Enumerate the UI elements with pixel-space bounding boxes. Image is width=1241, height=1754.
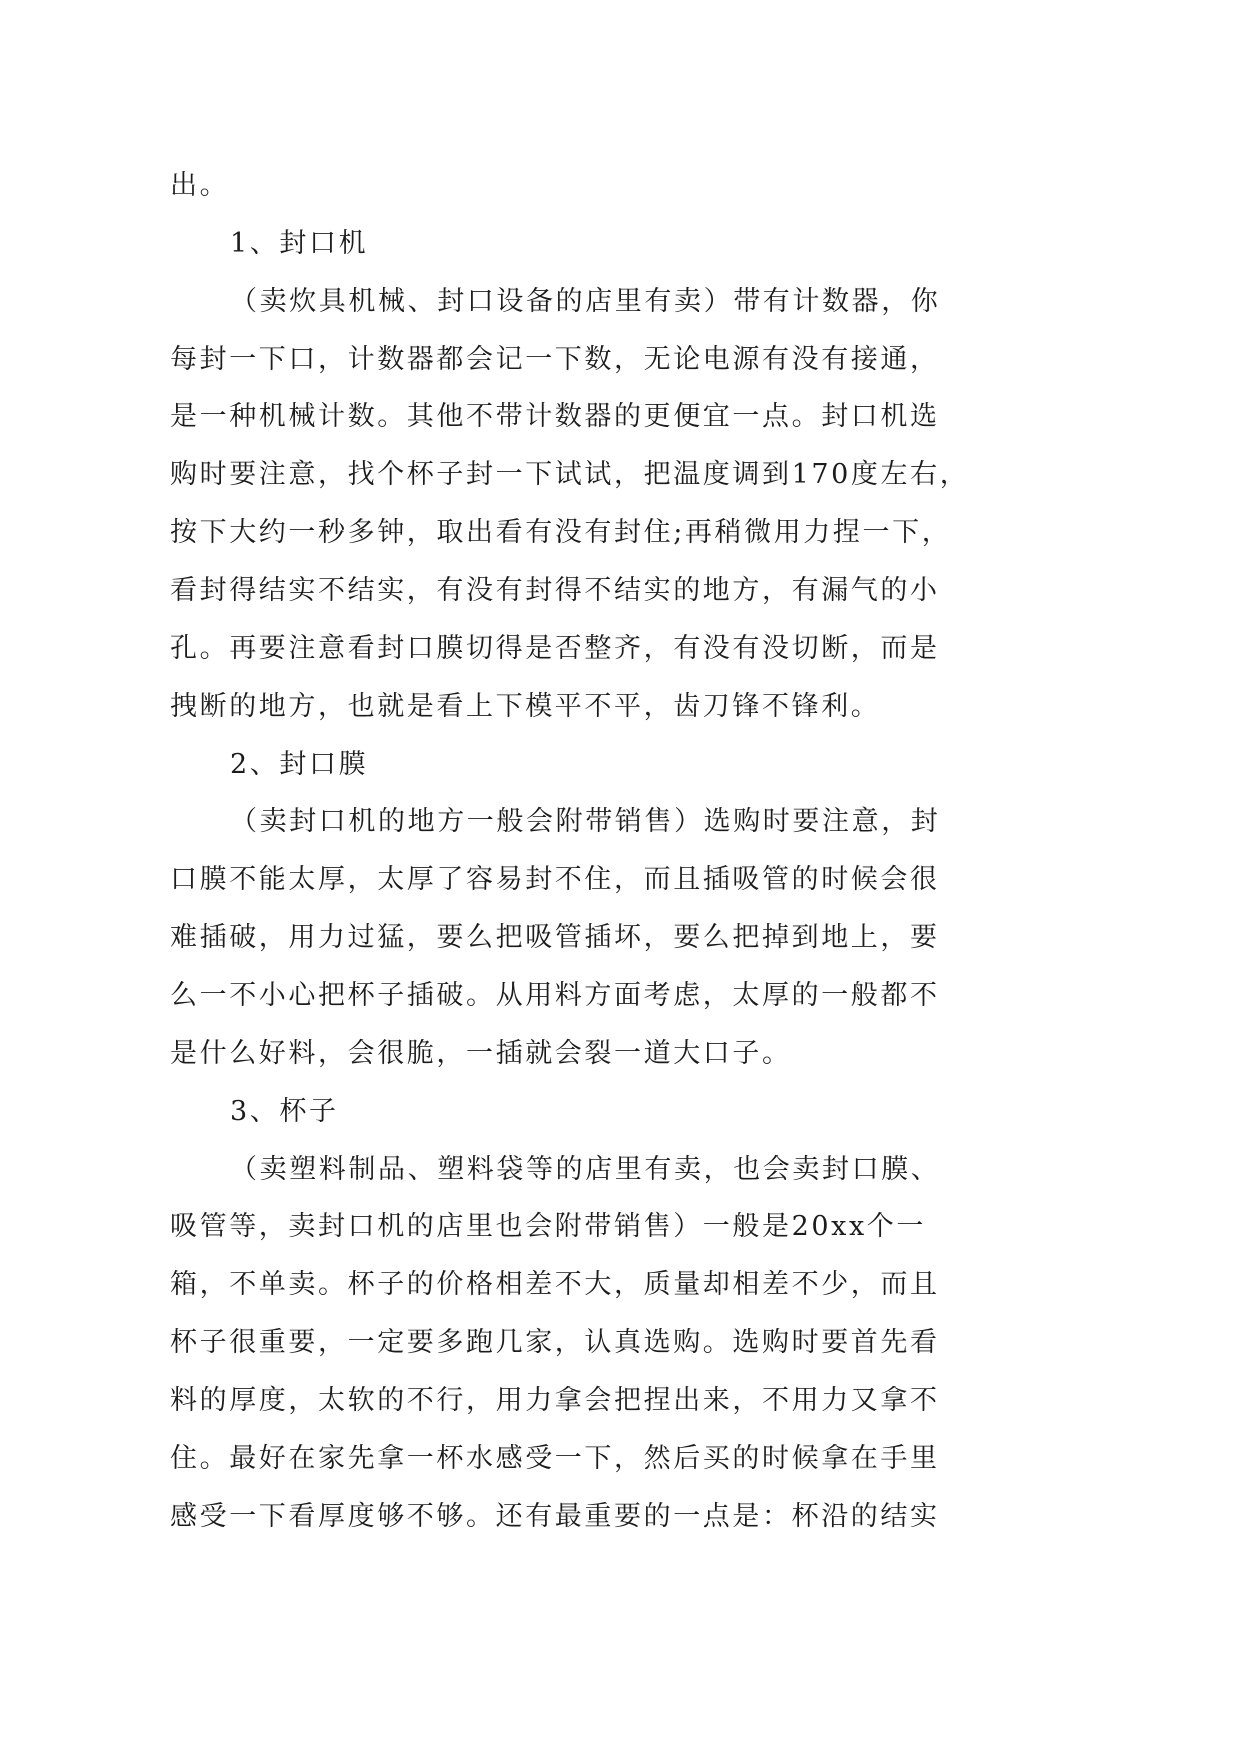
section-heading: 1、封口机 (230, 227, 369, 259)
text-line: 每封一下口，计数器都会记一下数，无论电源有没有接通， (170, 343, 940, 375)
text-line: （卖炊具机械、封口设备的店里有卖）带有计数器，你 (230, 285, 941, 317)
text-line: 口膜不能太厚，太厚了容易封不住，而且插吸管的时候会很 (170, 864, 940, 896)
text-line: 难插破，用力过猛，要么把吸管插坏，要么把掉到地上，要 (170, 922, 940, 954)
text-line: 看封得结实不结实，有没有封得不结实的地方，有漏气的小 (170, 575, 940, 607)
paragraph-sealing-film (170, 793, 990, 1082)
text-line: 拽断的地方，也就是看上下模平不平，齿刀锋不锋利。 (170, 690, 881, 722)
text-line: （卖塑料制品、塑料袋等的店里有卖，也会卖封口膜、 (230, 1153, 941, 1185)
text-line: 感受一下看厚度够不够。还有最重要的一点是：杯沿的结实 (170, 1500, 940, 1532)
text-line: 杯子很重要，一定要多跑几家，认真选购。选购时要首先看 (170, 1327, 940, 1359)
text-line: 购时要注意，找个杯子封一下试试，把温度调到170度左右， (170, 459, 970, 491)
paragraph-cups (170, 1141, 990, 1546)
section-heading: 3、杯子 (230, 1095, 339, 1127)
text-line: 是什么好料，会很脆，一插就会裂一道大口子。 (170, 1037, 792, 1069)
text-line: 出。 (170, 170, 230, 201)
paragraph-sealing-machine (170, 273, 990, 736)
section-heading-cups (170, 1083, 990, 1141)
text-line: 么一不小心把杯子插破。从用料方面考虑，太厚的一般都不 (170, 980, 940, 1012)
text-line: 按下大约一秒多钟，取出看有没有封住;再稍微用力捏一下， (170, 517, 952, 549)
text-line: 孔。再要注意看封口膜切得是否整齐，有没有没切断，而是 (170, 632, 940, 664)
text-line: 住。最好在家先拿一杯水感受一下，然后买的时候拿在手里 (170, 1442, 940, 1474)
section-heading-sealing-film (170, 736, 990, 794)
section-heading-sealing-machine (170, 215, 990, 273)
text-line: （卖封口机的地方一般会附带销售）选购时要注意，封 (230, 806, 941, 838)
text-line: 吸管等，卖封口机的店里也会附带销售）一般是20xx个一 (170, 1211, 927, 1243)
paragraph-continuation (170, 157, 990, 215)
text-line: 箱，不单卖。杯子的价格相差不大，质量却相差不少，而且 (170, 1269, 940, 1301)
text-line: 料的厚度，太软的不行，用力拿会把捏出来，不用力又拿不 (170, 1385, 940, 1417)
section-heading: 2、封口膜 (230, 748, 369, 780)
text-line: 是一种机械计数。其他不带计数器的更便宜一点。封口机选 (170, 401, 940, 433)
document-body (170, 157, 990, 1546)
